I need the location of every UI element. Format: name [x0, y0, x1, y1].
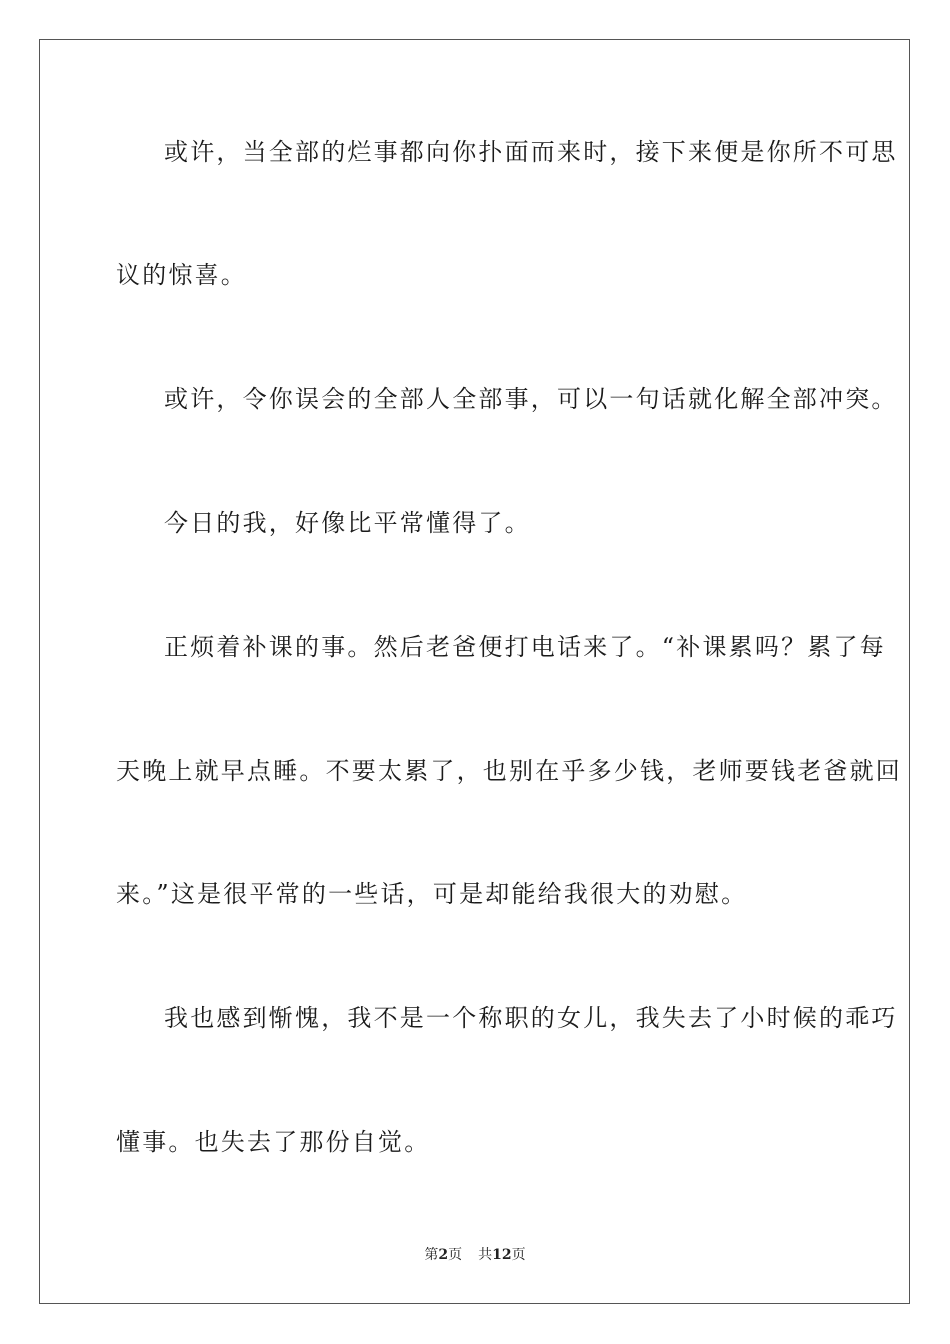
page-border	[39, 39, 910, 1304]
total-pages: 12	[492, 1247, 512, 1263]
total-prefix: 共	[478, 1247, 493, 1263]
page-footer	[0, 1246, 950, 1264]
paragraph-2-line-1: 或许，令你误会的全部人全部事，可以一句话就化解全部冲突。	[164, 385, 898, 413]
paragraph-4-line-3: 来。”这是很平常的一些话，可是却能给我很大的劝慰。	[116, 880, 748, 908]
paragraph-4-line-2: 天晚上就早点睡。不要太累了，也别在乎多少钱，老师要钱老爸就回	[116, 757, 902, 785]
paragraph-1-line-1: 或许，当全部的烂事都向你扑面而来时，接下来便是你所不可思	[164, 138, 898, 166]
page-prefix: 第	[424, 1247, 439, 1263]
paragraph-1-line-2: 议的惊喜。	[116, 261, 247, 289]
paragraph-3-line-1: 今日的我，好像比平常懂得了。	[164, 509, 531, 537]
page-number: 2	[438, 1247, 449, 1263]
paragraph-5-line-2: 懂事。也失去了那份自觉。	[116, 1128, 431, 1156]
paragraph-5-line-1: 我也感到惭愧，我不是一个称职的女儿，我失去了小时候的乖巧	[164, 1004, 898, 1032]
paragraph-4-line-1: 正烦着补课的事。然后老爸便打电话来了。“补课累吗？累了每	[164, 633, 886, 661]
total-suffix: 页	[511, 1247, 526, 1263]
page-suffix: 页	[448, 1247, 463, 1263]
